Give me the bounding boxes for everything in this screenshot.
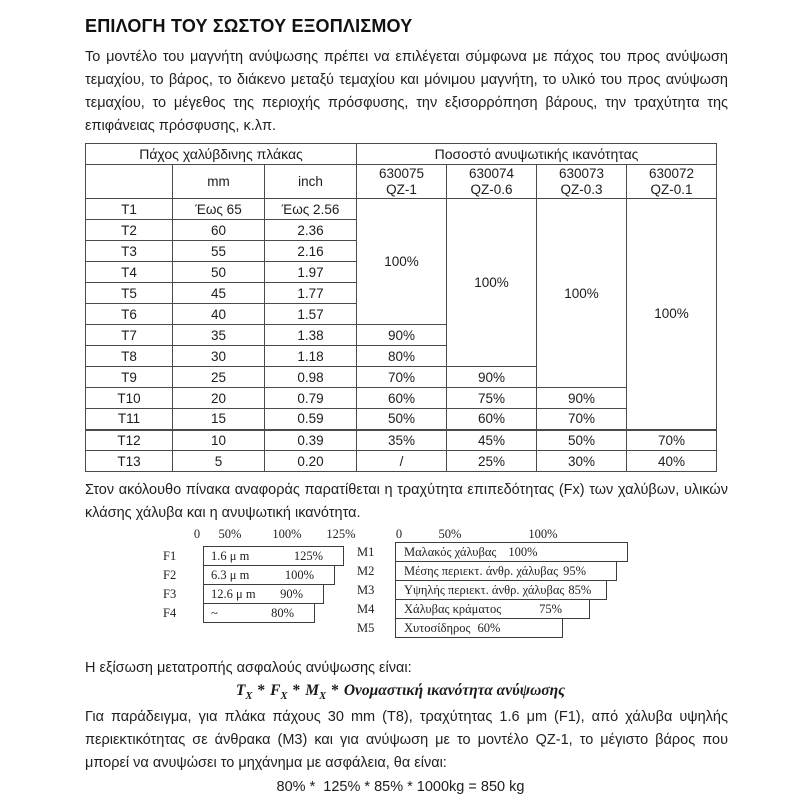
- example-paragraph: Για παράδειγμα, για πλάκα πάχους 30 mm (T8), τραχύτητας 1.6 μm (F1), από χάλυβα υψηλής περιεκτικότητας σε άνθρακα (M3) και για ανύψωση με το μοντέλο QZ-1, το μέγιστο βάρος που μπορεί να ανυψώσει το μηχάνημα με ασφάλεια, θα είναι:: [85, 709, 728, 772]
- page-title: ΕΠΙΛΟΓΗ ΤΟΥ ΣΩΣΤΟΥ ΕΞΟΠΛΙΣΜΟΥ: [85, 16, 413, 36]
- column-header: 630072 QZ-0.1: [627, 165, 717, 199]
- table-cell: 20: [173, 388, 265, 409]
- f-bar-percent: 100%: [284, 567, 314, 582]
- table-cell: /: [357, 451, 447, 472]
- f-chart-bar: [203, 565, 335, 585]
- m-bar-text: Χάλυβας κράματος: [404, 601, 502, 616]
- equation-term-m: $M_X$: [305, 682, 327, 703]
- equation-tail: Ονομαστική ικανότητα ανύψωσης: [343, 682, 566, 699]
- m-row-label: M5: [357, 621, 375, 635]
- f-bar-text: 1.6 μ m: [211, 548, 250, 563]
- f-row-label: F1: [163, 549, 177, 563]
- table-cell: T7: [86, 325, 173, 346]
- table-cell: 50%: [537, 430, 627, 451]
- m-chart-bar: [395, 561, 617, 581]
- f-bar-percent: 125%: [293, 548, 323, 563]
- table-cell: 1.38: [265, 325, 357, 346]
- example-calculation: 80% * 125% * 85% * 1000kg = 850 kg: [276, 779, 525, 796]
- m-chart-bar: [395, 599, 590, 619]
- table-cell: 0.20: [265, 451, 357, 472]
- table-row: [86, 409, 717, 430]
- table-cell: 45%: [447, 430, 537, 451]
- table-cell: 80%: [357, 346, 447, 367]
- table-cell: T5: [86, 283, 173, 304]
- table-cell: T6: [86, 304, 173, 325]
- table-cell: 1.18: [265, 346, 357, 367]
- f-bar-text: 12.6 μ m: [211, 586, 256, 601]
- table-cell: 15: [173, 409, 265, 430]
- table-cell: 75%: [447, 388, 537, 409]
- table-cell: T13: [86, 451, 173, 472]
- m-chart-row: [357, 599, 628, 619]
- f-chart-row: [163, 546, 344, 566]
- m-row-label: M1: [357, 545, 375, 559]
- table-cell: 2.16: [265, 241, 357, 262]
- f-bar-percent: 80%: [271, 605, 294, 620]
- table-cell: 100%: [627, 199, 717, 430]
- capacity-table: [85, 143, 717, 472]
- equation-operator: *: [257, 682, 266, 699]
- equation-term-f: $F_X$: [270, 682, 288, 703]
- axis-label: 50%: [218, 527, 242, 541]
- table-cell: 70%: [357, 367, 447, 388]
- table-cell: 0.39: [265, 430, 357, 451]
- table-cell: 50: [173, 262, 265, 283]
- axis-label: 125%: [326, 527, 356, 541]
- axis-label: 50%: [438, 527, 462, 541]
- table-cell: 40: [173, 304, 265, 325]
- m-bar-percent: 60%: [477, 620, 501, 635]
- table-group-header-row: [86, 144, 717, 165]
- m-chart-row: [357, 561, 628, 581]
- m-row-label: M3: [357, 583, 375, 597]
- m-row-label: M4: [357, 602, 375, 616]
- group-header-capacity: Ποσοστό ανυψωτικής ικανότητας: [357, 144, 717, 165]
- table-cell: 60%: [447, 409, 537, 430]
- table-cell: 35%: [357, 430, 447, 451]
- axis-label: 100%: [528, 527, 558, 541]
- table-cell: 100%: [357, 199, 447, 325]
- group-header-thickness: Πάχος χαλύβδινης πλάκας: [86, 144, 357, 165]
- table-cell: 1.97: [265, 262, 357, 283]
- table-cell: Έως 65: [173, 199, 265, 220]
- table-cell: T11: [86, 409, 173, 430]
- axis-label: 0: [395, 527, 403, 541]
- table-cell: 90%: [447, 367, 537, 388]
- reference-paragraph: Στον ακόλουθο πίνακα αναφοράς παρατίθεται η τραχύτητα επιπεδότητας (Fx) των χαλύβων, υλικών κλάσης χάλυβα και η ανυψωτική ικανότητα.: [85, 482, 728, 521]
- m-bar-text: Χυτοσίδηρος: [404, 620, 471, 635]
- f-bar-text: 6.3 μ m: [211, 567, 250, 582]
- f-chart-row: [163, 584, 344, 604]
- m-row-label: M2: [357, 564, 375, 578]
- table-cell: 0.59: [265, 409, 357, 430]
- f-chart-row: [163, 565, 344, 585]
- table-cell: 5: [173, 451, 265, 472]
- equation-term-t: $T_X$: [235, 682, 253, 703]
- table-cell: 35: [173, 325, 265, 346]
- table-cell: 70%: [627, 430, 717, 451]
- table-cell: T1: [86, 199, 173, 220]
- table-row: [86, 451, 717, 472]
- table-cell: T3: [86, 241, 173, 262]
- column-header: inch: [265, 165, 357, 199]
- table-row: [86, 430, 717, 451]
- table-cell: 60%: [357, 388, 447, 409]
- m-chart-row: [357, 580, 628, 600]
- equation-intro: Η εξίσωση μετατροπής ασφαλούς ανύψωσης είναι:: [85, 660, 412, 676]
- m-bar-text: Μαλακός χάλυβας: [404, 544, 497, 559]
- equation-operator: *: [292, 682, 301, 699]
- m-bar-percent: 95%: [563, 563, 586, 578]
- column-header: [86, 165, 173, 199]
- table-cell: 1.57: [265, 304, 357, 325]
- table-row: [86, 388, 717, 409]
- f-chart-bar: [203, 584, 324, 604]
- table-cell: 90%: [357, 325, 447, 346]
- table-cell: 90%: [537, 388, 627, 409]
- reference-charts: [85, 527, 728, 654]
- table-cell: 0.79: [265, 388, 357, 409]
- m-bar-percent: 85%: [568, 582, 592, 597]
- table-cell: 60: [173, 220, 265, 241]
- table-cell: 50%: [357, 409, 447, 430]
- f-row-label: F3: [163, 587, 177, 601]
- f-chart-bar: [203, 603, 315, 623]
- intro-paragraph: Το μοντέλο του μαγνήτη ανύψωσης πρέπει να επιλέγεται σύμφωνα με πάχος του προς ανύψωση τεμαχίου, το βάρος, το διάκενο μεταξύ τεμαχίου και μόνιμου μαγνήτη, το υλικό του προς ανύψωση τεμαχίου, το μέγεθος της περιοχής πρόσφυσης, την εξισορρόπηση βάρους, την τραχύτητα της επιφάνειας πρόσφυσης, κ.λπ.: [85, 49, 728, 134]
- m-bar-text: Υψηλής περιεκτ. άνθρ. χάλυβας: [404, 582, 565, 597]
- table-cell: 70%: [537, 409, 627, 430]
- m-chart-row: [357, 618, 628, 638]
- table-cell: 30: [173, 346, 265, 367]
- table-cell: 30%: [537, 451, 627, 472]
- table-cell: 25: [173, 367, 265, 388]
- m-bar-percent: 75%: [539, 601, 563, 616]
- f-chart: [163, 547, 344, 623]
- table-cell: 100%: [447, 199, 537, 367]
- table-cell: T10: [86, 388, 173, 409]
- m-bar-percent: 100%: [508, 544, 538, 559]
- f-bar-percent: 90%: [280, 586, 303, 601]
- table-cell: T9: [86, 367, 173, 388]
- column-header: 630074 QZ-0.6: [447, 165, 537, 199]
- table-cell: 45: [173, 283, 265, 304]
- table-cell: Έως 2.56: [265, 199, 357, 220]
- f-row-label: F4: [163, 606, 177, 620]
- table-cell: 10: [173, 430, 265, 451]
- column-header: 630073 QZ-0.3: [537, 165, 627, 199]
- m-chart-bar: [395, 618, 563, 638]
- table-cell: T8: [86, 346, 173, 367]
- axis-label: 100%: [272, 527, 302, 541]
- table-cell: T12: [86, 430, 173, 451]
- lifting-equation: [85, 682, 716, 702]
- m-chart-bar: [395, 542, 628, 562]
- table-cell: 100%: [537, 199, 627, 388]
- equation-operator: *: [331, 682, 339, 699]
- column-header: 630075 QZ-1: [357, 165, 447, 199]
- m-chart-bar: [395, 580, 607, 600]
- table-row: [86, 199, 717, 220]
- table-cell: 0.98: [265, 367, 357, 388]
- m-bar-text: Μέσης περιεκτ. άνθρ. χάλυβας: [404, 563, 559, 578]
- table-cell: 55: [173, 241, 265, 262]
- table-column-header-row: [86, 165, 717, 199]
- axis-label: 0: [193, 527, 201, 541]
- table-cell: 25%: [447, 451, 537, 472]
- table-cell: 2.36: [265, 220, 357, 241]
- column-header: mm: [173, 165, 265, 199]
- f-row-label: F2: [163, 568, 177, 582]
- f-bar-text: ~: [211, 605, 218, 620]
- table-cell: T2: [86, 220, 173, 241]
- table-cell: 1.77: [265, 283, 357, 304]
- m-chart: [357, 543, 628, 638]
- f-chart-bar: [203, 546, 344, 566]
- f-chart-row: [163, 603, 344, 623]
- table-cell: T4: [86, 262, 173, 283]
- m-chart-row: [357, 542, 628, 562]
- table-cell: 40%: [627, 451, 717, 472]
